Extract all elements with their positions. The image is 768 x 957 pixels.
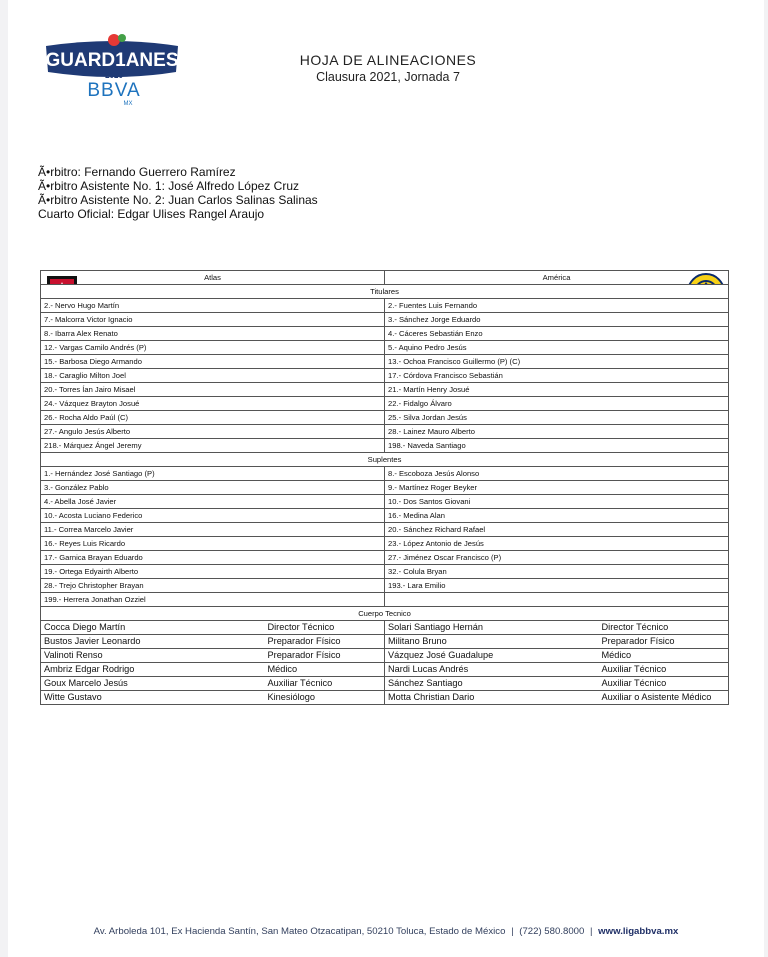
subs-row: [41, 551, 729, 565]
footer: [8, 926, 764, 937]
away-sub: 193.- Lara Emilio: [385, 579, 729, 593]
home-staff-name: Cocca Diego Martín: [41, 621, 265, 635]
away-staff-role: Auxiliar Técnico: [599, 663, 729, 677]
subs-row: [41, 593, 729, 607]
lineup-table: [40, 270, 729, 705]
footer-address: Av. Arboleda 101, Ex Hacienda Santín, San Mateo Otzacatipan, 50210 Toluca, Estado de México: [93, 926, 506, 937]
away-staff-name: Militano Bruno: [385, 635, 599, 649]
home-sub: 28.- Trejo Christopher Brayan: [41, 579, 385, 593]
starters-row: [41, 341, 729, 355]
assistant-2-line: Ã•rbitro Asistente No. 2: Juan Carlos Salinas Salinas: [38, 193, 318, 207]
home-starter: 15.- Barbosa Diego Armando: [41, 355, 385, 369]
away-sub: 20.- Sánchez Richard Rafael: [385, 523, 729, 537]
away-sub: 8.- Escoboza Jesús Alonso: [385, 467, 729, 481]
subs-row: [41, 523, 729, 537]
home-sub: 11.- Correa Marcelo Javier: [41, 523, 385, 537]
starters-row: [41, 383, 729, 397]
away-starter: 21.- Martín Henry Josué: [385, 383, 729, 397]
logo-graphic: [44, 32, 184, 112]
logo-brand: BBVA: [87, 80, 141, 101]
away-starter: 25.- Silva Jordan Jesús: [385, 411, 729, 425]
subs-row: [41, 495, 729, 509]
home-sub: 199.- Herrera Jonathan Ozziel: [41, 593, 385, 607]
referee-line: Ã•rbitro: Fernando Guerrero Ramírez: [38, 165, 236, 179]
home-sub: 16.- Reyes Luis Ricardo: [41, 537, 385, 551]
subs-section-label: Suplentes: [41, 453, 729, 467]
atlas-crest-icon: [45, 274, 79, 285]
staff-row: [41, 621, 729, 635]
staff-row: [41, 635, 729, 649]
home-staff-name: Valinoti Renso: [41, 649, 265, 663]
staff-row: [41, 649, 729, 663]
subs-row: [41, 537, 729, 551]
home-sub: 4.- Abella José Javier: [41, 495, 385, 509]
away-starter: 5.- Aquino Pedro Jesús: [385, 341, 729, 355]
away-sub: 32.- Colula Bryan: [385, 565, 729, 579]
starters-row: [41, 369, 729, 383]
logo-year: 2020: [105, 71, 123, 80]
away-staff-name: Solari Santiago Hernán: [385, 621, 599, 635]
document-title: HOJA DE ALINEACIONES: [299, 52, 477, 68]
away-sub: 27.- Jiménez Oscar Francisco (P): [385, 551, 729, 565]
away-staff-role: Auxiliar Técnico: [599, 677, 729, 691]
away-staff-role: Auxiliar o Asistente Médico: [599, 691, 729, 705]
fourth-official-line: Cuarto Oficial: Edgar Ulises Rangel Araujo: [38, 207, 265, 221]
away-staff-name: Motta Christian Dario: [385, 691, 599, 705]
home-staff-name: Witte Gustavo: [41, 691, 265, 705]
away-sub: 9.- Martínez Roger Beyker: [385, 481, 729, 495]
home-staff-name: Bustos Javier Leonardo: [41, 635, 265, 649]
starters-section-label: Titulares: [41, 285, 729, 299]
starters-row: [41, 411, 729, 425]
footer-separator: |: [511, 926, 514, 937]
staff-row: [41, 677, 729, 691]
subs-row: [41, 565, 729, 579]
away-team-cell: [385, 271, 729, 285]
home-starter: 24.- Vázquez Brayton Josué: [41, 397, 385, 411]
away-sub: 23.- López Antonio de Jesús: [385, 537, 729, 551]
subs-row: [41, 509, 729, 523]
starters-row: [41, 299, 729, 313]
logo-country: MX: [123, 101, 133, 107]
starters-row: [41, 425, 729, 439]
teams-header-row: [41, 271, 729, 285]
away-sub: [385, 593, 729, 607]
home-starter: 8.- Ibarra Alex Renato: [41, 327, 385, 341]
home-sub: 1.- Hernández José Santiago (P): [41, 467, 385, 481]
home-staff-role: Director Técnico: [265, 621, 385, 635]
away-starter: 22.- Fidalgo Álvaro: [385, 397, 729, 411]
away-staff-role: Médico: [599, 649, 729, 663]
home-sub: 3.- González Pablo: [41, 481, 385, 495]
lineup-sheet: [8, 0, 764, 957]
home-starter: 27.- Angulo Jesús Alberto: [41, 425, 385, 439]
starters-row: [41, 397, 729, 411]
staff-section-row: [41, 607, 729, 621]
staff-section-label: Cuerpo Tecnico: [41, 607, 729, 621]
subs-row: [41, 467, 729, 481]
home-staff-role: Médico: [265, 663, 385, 677]
away-starter: 17.- Córdova Francisco Sebastián: [385, 369, 729, 383]
home-starter: 12.- Vargas Camilo Andrés (P): [41, 341, 385, 355]
home-starter: 18.- Caraglio Milton Joel: [41, 369, 385, 383]
away-staff-role: Director Técnico: [599, 621, 729, 635]
home-staff-role: Preparador Físico: [265, 649, 385, 663]
home-starter: 218.- Márquez Ángel Jeremy: [41, 439, 385, 453]
footer-website-link[interactable]: www.ligabbva.mx: [598, 926, 679, 937]
home-staff-name: Goux Marcelo Jesús: [41, 677, 265, 691]
home-sub: 10.- Acosta Luciano Federico: [41, 509, 385, 523]
document-subtitle: Clausura 2021, Jornada 7: [316, 70, 460, 84]
home-starter: 2.- Nervo Hugo Martín: [41, 299, 385, 313]
america-crest-icon: [687, 273, 725, 285]
home-team-name: Atlas: [204, 273, 221, 282]
home-team-cell: [41, 271, 385, 285]
home-sub: 17.- Garnica Brayan Eduardo: [41, 551, 385, 565]
away-starter: 28.- Lainez Mauro Alberto: [385, 425, 729, 439]
away-sub: 16.- Medina Alan: [385, 509, 729, 523]
assistant-1-line: Ã•rbitro Asistente No. 1: José Alfredo López Cruz: [38, 179, 299, 193]
home-staff-name: Ambriz Edgar Rodrigo: [41, 663, 265, 677]
away-starter: 4.- Cáceres Sebastián Enzo: [385, 327, 729, 341]
away-starter: 3.- Sánchez Jorge Eduardo: [385, 313, 729, 327]
away-staff-name: Nardi Lucas Andrés: [385, 663, 599, 677]
starters-row: [41, 327, 729, 341]
starters-row: [41, 439, 729, 453]
match-officials: [38, 165, 318, 221]
home-staff-role: Auxiliar Técnico: [265, 677, 385, 691]
home-starter: 20.- Torres Ían Jairo Misael: [41, 383, 385, 397]
starters-row: [41, 355, 729, 369]
away-staff-name: Vázquez José Guadalupe: [385, 649, 599, 663]
subs-row: [41, 481, 729, 495]
staff-row: [41, 663, 729, 677]
home-starter: 26.- Rocha Aldo Paúl (C): [41, 411, 385, 425]
staff-row: [41, 691, 729, 705]
footer-separator: |: [590, 926, 593, 937]
starters-row: [41, 313, 729, 327]
subs-section-row: [41, 453, 729, 467]
home-staff-role: Preparador Físico: [265, 635, 385, 649]
subs-row: [41, 579, 729, 593]
away-team-name: América: [542, 273, 571, 282]
footer-phone: (722) 580.8000: [519, 926, 585, 937]
away-staff-name: Sánchez Santiago: [385, 677, 599, 691]
away-starter: 2.- Fuentes Luis Fernando: [385, 299, 729, 313]
logo-wordmark: GUARD1ANES: [45, 50, 179, 71]
away-staff-role: Preparador Físico: [599, 635, 729, 649]
home-starter: 7.- Malcorra Victor Ignacio: [41, 313, 385, 327]
starters-section-row: [41, 285, 729, 299]
home-sub: 19.- Ortega Edyairth Alberto: [41, 565, 385, 579]
away-starter: 13.- Ochoa Francisco Guillermo (P) (C): [385, 355, 729, 369]
away-starter: 198.- Naveda Santiago: [385, 439, 729, 453]
away-sub: 10.- Dos Santos Giovani: [385, 495, 729, 509]
guardianes-bbva-logo: [44, 32, 184, 112]
home-staff-role: Kinesiólogo: [265, 691, 385, 705]
